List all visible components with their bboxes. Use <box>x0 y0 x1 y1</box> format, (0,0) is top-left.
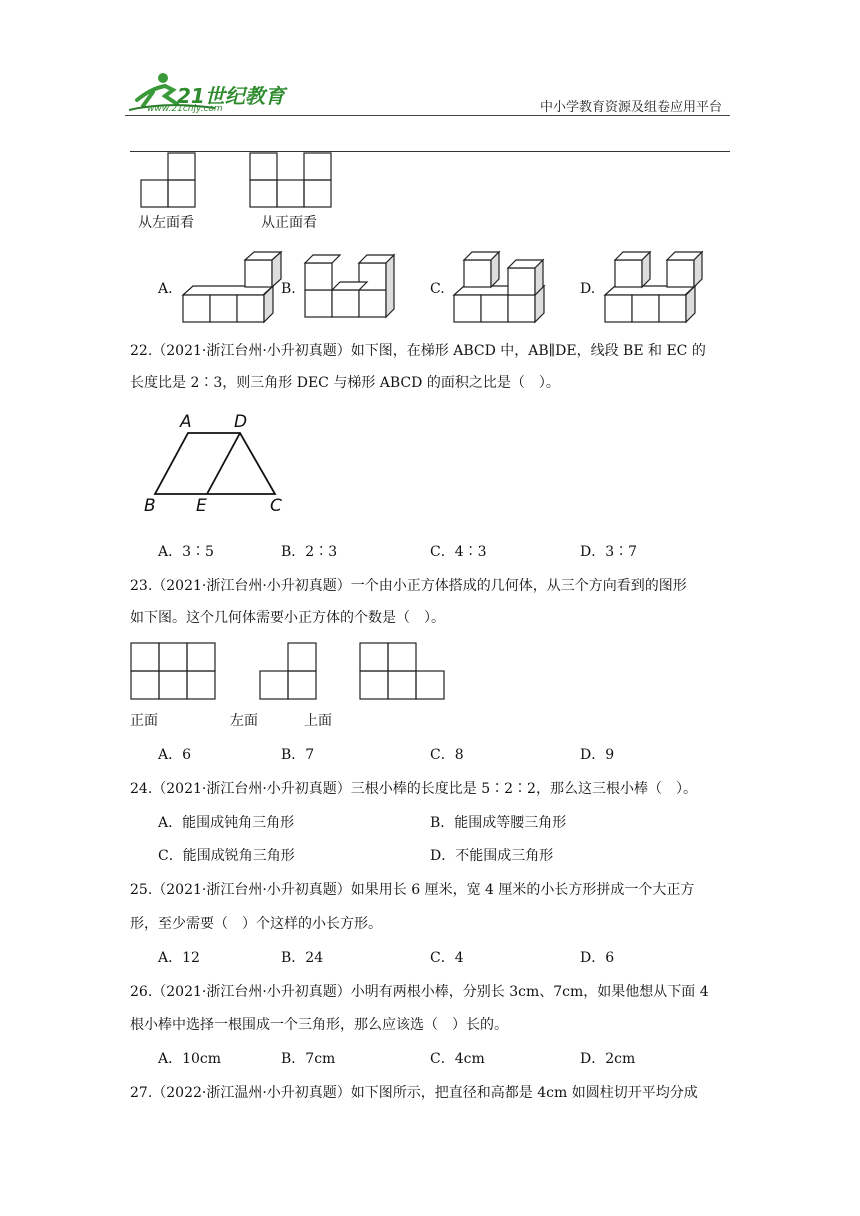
cube-figure-d <box>605 250 705 325</box>
q21-option-b[interactable]: B. <box>281 281 296 297</box>
q26-option-c[interactable]: C．4cm <box>430 1051 485 1067</box>
q24-text-line1: 24.（2021·浙江台州·小升初真题）三根小棒的长度比是 5∶2∶2，那么这三根小棒（ ）。 <box>130 781 697 797</box>
point-label-d: D <box>234 412 248 432</box>
q24-option-d[interactable]: D．不能围成三角形 <box>430 848 554 864</box>
point-label-e: E <box>196 496 207 516</box>
section-divider <box>130 151 730 152</box>
q23-option-a[interactable]: A．6 <box>158 747 192 763</box>
front-label-q23: 正面 <box>130 713 158 729</box>
q27-text-line1: 27.（2022·浙江温州·小升初真题）如下图所示，把直径和高都是 4cm 如圆柱切开平均分成 <box>130 1085 698 1101</box>
left-view-label: 从左面看 <box>138 215 194 231</box>
front-view-grid-q23 <box>130 642 220 702</box>
q25-option-c[interactable]: C．4 <box>430 950 464 966</box>
q25-option-d[interactable]: D．6 <box>580 950 615 966</box>
point-label-a: A <box>180 412 192 432</box>
left-view-grid <box>140 152 200 212</box>
q25-text-line2: 形，至少需要（ ）个这样的小长方形。 <box>130 916 382 932</box>
q23-text-line2: 如下图。这个几何体需要小正方体的个数是（ ）。 <box>130 610 445 626</box>
q24-option-c[interactable]: C．能围成锐角三角形 <box>158 848 295 864</box>
logo-title: 21世纪教育 <box>177 84 285 108</box>
q26-option-a[interactable]: A．10cm <box>158 1051 222 1067</box>
point-label-b: B <box>144 496 156 516</box>
header-divider <box>125 115 730 116</box>
front-view-grid <box>249 152 339 212</box>
cube-figure-b <box>305 252 405 327</box>
q22-text-line2: 长度比是 2∶3，则三角形 DEC 与梯形 ABCD 的面积之比是（ ）。 <box>130 375 560 391</box>
q22-option-c[interactable]: C．4∶3 <box>430 544 487 560</box>
q21-option-c[interactable]: C. <box>430 281 445 297</box>
q26-text-line2: 根小棒中选择一根围成一个三角形，那么应该选（ ）长的。 <box>130 1017 508 1033</box>
q24-option-b[interactable]: B．能围成等腰三角形 <box>430 815 567 831</box>
site-logo <box>125 70 295 118</box>
left-label-q23: 左面 <box>230 713 258 729</box>
q25-option-b[interactable]: B．24 <box>281 950 324 966</box>
q26-option-b[interactable]: B．7cm <box>281 1051 336 1067</box>
left-view-grid-q23 <box>259 642 321 702</box>
header-platform-text: 中小学教育资源及组卷应用平台 <box>540 100 723 115</box>
q22-option-b[interactable]: B．2∶3 <box>281 544 338 560</box>
q23-option-d[interactable]: D．9 <box>580 747 615 763</box>
top-label-q23: 上面 <box>304 713 332 729</box>
cube-figure-c <box>454 250 554 325</box>
q23-text-line1: 23.（2021·浙江台州·小升初真题）一个由小正方体搭成的几何体，从三个方向看到的图形 <box>130 578 687 594</box>
q21-option-a[interactable]: A. <box>158 281 173 297</box>
q22-text-line1: 22.（2021·浙江台州·小升初真题）如下图，在梯形 ABCD 中，AB∥DE，线段 BE 和 EC 的 <box>130 343 706 359</box>
q22-option-a[interactable]: A．3∶5 <box>158 544 214 560</box>
q22-option-d[interactable]: D．3∶7 <box>580 544 638 560</box>
q26-text-line1: 26.（2021·浙江台州·小升初真题）小明有两根小棒，分别长 3cm、7cm，如果他想从下面 4 <box>130 984 709 1000</box>
q23-option-b[interactable]: B．7 <box>281 747 315 763</box>
q26-option-d[interactable]: D．2cm <box>580 1051 636 1067</box>
q25-option-a[interactable]: A．12 <box>158 950 200 966</box>
q23-option-c[interactable]: C．8 <box>430 747 464 763</box>
q25-text-line1: 25.（2021·浙江台州·小升初真题）如果用长 6 厘米，宽 4 厘米的小长方形拼成一个大正方 <box>130 882 695 898</box>
point-label-c: C <box>270 496 282 516</box>
q21-option-d[interactable]: D. <box>580 281 596 297</box>
front-view-label: 从正面看 <box>261 215 317 231</box>
q24-option-a[interactable]: A．能围成钝角三角形 <box>158 815 295 831</box>
logo-url: www.21cnjy.com <box>147 104 223 114</box>
cube-figure-a <box>183 250 283 325</box>
top-view-grid-q23 <box>359 642 449 702</box>
